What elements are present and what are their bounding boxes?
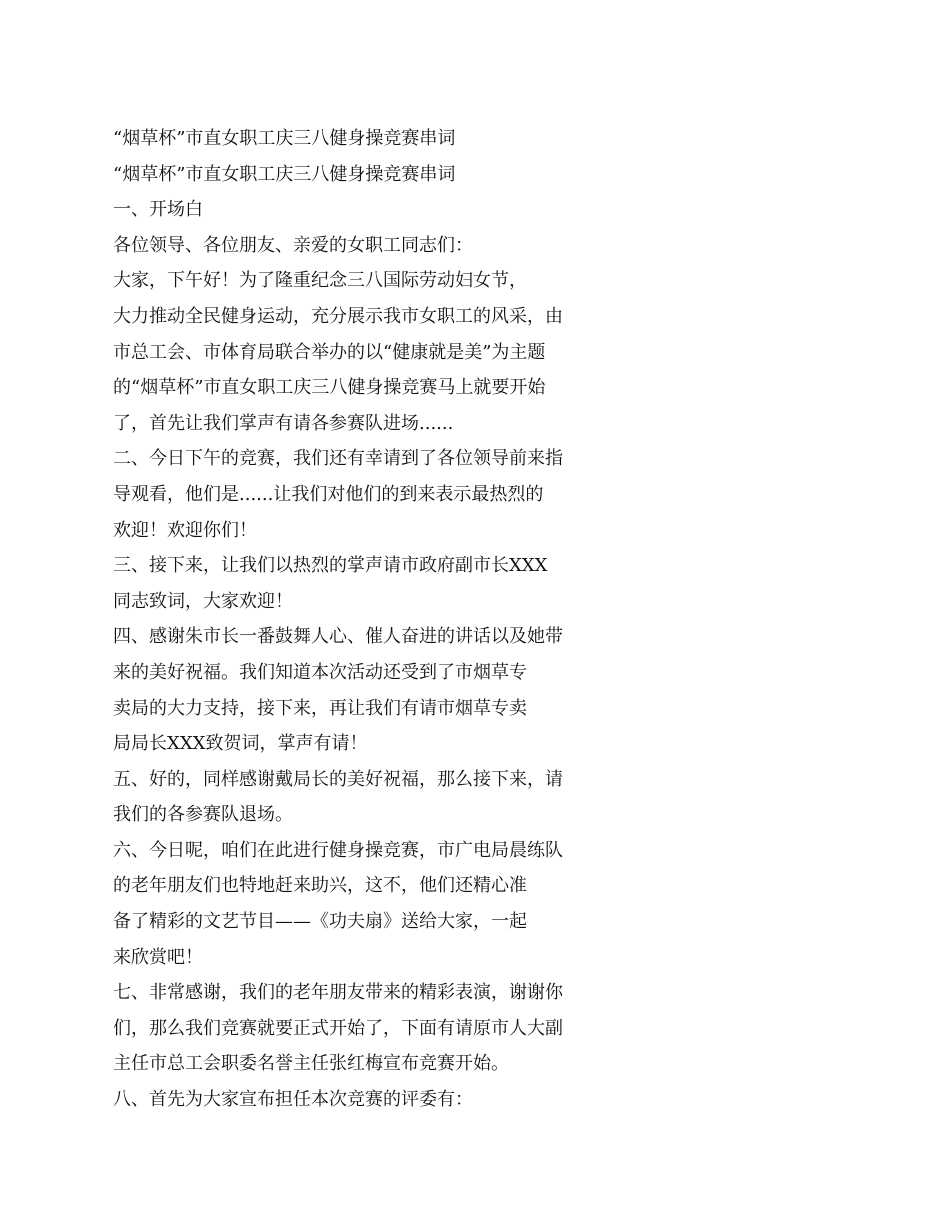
text-line: 六、今日呢，咱们在此进行健身操竞赛，市广电局晨练队 bbox=[113, 839, 563, 861]
text-line: 来的美好祝福。我们知道本次活动还受到了市烟草专 bbox=[113, 661, 527, 683]
text-line: 三、接下来，让我们以热烈的掌声请市政府副市长XXX bbox=[113, 555, 548, 577]
text-line: 欢迎！欢迎你们！ bbox=[113, 519, 257, 541]
document-title: “烟草杯”市直女职工庆三八健身操竞赛串词 bbox=[113, 128, 456, 149]
document-body bbox=[113, 121, 593, 1118]
text-line: 备了精彩的文艺节目——《功夫扇》送给大家，一起 bbox=[113, 911, 527, 933]
text-line: 同志致词，大家欢迎！ bbox=[113, 590, 293, 612]
text-line: 五、好的，同样感谢戴局长的美好祝福，那么接下来，请 bbox=[113, 768, 563, 790]
text-line: 卖局的大力支持，接下来，再让我们有请市烟草专卖 bbox=[113, 697, 527, 719]
text-line: 大家，下午好！为了隆重纪念三八国际劳动妇女节， bbox=[113, 270, 527, 292]
text-line: 的“烟草杯”市直女职工庆三八健身操竞赛马上就要开始 bbox=[113, 377, 546, 399]
text-line: 的老年朋友们也特地赶来助兴，这不，他们还精心准 bbox=[113, 875, 527, 897]
text-line: 局局长XXX致贺词，掌声有请！ bbox=[113, 733, 368, 755]
section-heading-opening: 一、开场白 bbox=[113, 199, 203, 221]
text-line: 七、非常感谢，我们的老年朋友带来的精彩表演，谢谢你 bbox=[113, 982, 563, 1004]
text-line: 我们的各参赛队退场。 bbox=[113, 804, 293, 826]
text-line: 导观看，他们是......让我们对他们的到来表示最热烈的 bbox=[113, 483, 544, 505]
text-line: 四、感谢朱市长一番鼓舞人心、催人奋进的讲话以及她带 bbox=[113, 626, 563, 648]
document-subtitle: “烟草杯”市直女职工庆三八健身操竞赛串词 bbox=[113, 163, 456, 185]
text-line: 主任市总工会职委名誉主任张红梅宣布竞赛开始。 bbox=[113, 1053, 509, 1075]
text-line: 们，那么我们竞赛就要正式开始了，下面有请原市人大副 bbox=[113, 1017, 563, 1039]
text-line: 市总工会、市体育局联合举办的以“健康就是美”为主题 bbox=[113, 341, 546, 363]
text-line: 来欣赏吧！ bbox=[113, 946, 203, 968]
text-line: 大力推动全民健身运动，充分展示我市女职工的风采，由 bbox=[113, 305, 563, 327]
text-line: 各位领导、各位朋友、亲爱的女职工同志们： bbox=[113, 234, 473, 256]
text-line: 了，首先让我们掌声有请各参赛队进场...... bbox=[113, 412, 454, 434]
text-line: 八、首先为大家宣布担任本次竞赛的评委有： bbox=[113, 1089, 473, 1111]
text-line: 二、今日下午的竞赛，我们还有幸请到了各位领导前来指 bbox=[113, 448, 563, 470]
